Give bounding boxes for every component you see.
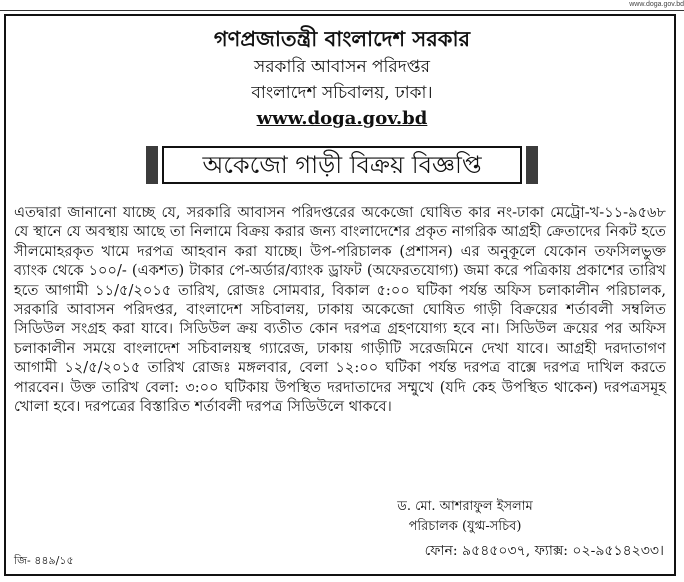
signature-block: [380, 497, 550, 537]
top-strip: www.doga.gov.bd: [0, 0, 684, 11]
government-name: গণপ্রজাতন্ত্রী বাংলাদেশ সরকার: [213, 26, 471, 51]
notice-header: [0, 24, 684, 132]
notice-body: এতদ্বারা জানানো যাচ্ছে যে, সরকারি আবাসন পরিদপ্তরের অকেজো ঘোষিত কার নং-ঢাকা মেট্রো-খ-১১-৯৫৬৮ যে স্থানে যে অবস্থায় আছে তা নিলামে বিক্রয় করার জন্য বাংলাদেশের প্রকৃত নাগরিক আগ্রহী ক্রেতাদের নিকট হতে সীলমোহরকৃত খামে দরপত্র আহবান করা যাচ্ছে। উপ-পরিচালক (প্রশাসন) এর অনুকূলে যেকোন তফসিলভুক্ত ব্যাংক থেকে ১০০/- (একশত) টাকার পে-অর্ডার/ব্যাংক ড্রাফট (অফেরতযোগ্য) জমা করে পত্রিকায় প্রকাশের তারিখ হতে আগামী ১১/৫/২০১৫ তারিখ, রোজঃ সোমবার, বিকাল ৫:০০ ঘটিকা পর্যন্ত অফিস চলাকালীন পরিচালক, সরকারি আবাসন পরিদপ্তর, বাংলাদেশ সচিবালয়, ঢাকায় অকেজো ঘোষিত গাড়ী বিক্রয়ের শর্তাবলী সম্বলিত সিডিউল সংগ্রহ করা যাবে। সিডিউল ক্রয় ব্যতীত কোন দরপত্র গ্রহণযোগ্য হবে না। সিডিউল ক্রয়ের পর অফিস চলাকালীন সময়ে বাংলাদেশ সচিবালয়স্থ গ্যারেজ, ঢাকায় গাড়ীটি সরেজমিনে দেখা যাবে। আগ্রহী দরদাতাগণ আগামী ১২/৫/২০১৫ তারিখ রোজঃ মঙ্গলবার, বেলা ১২:০০ ঘটিকা পর্যন্ত দরপত্র বাক্সে দরপত্র দাখিল করতে পারবেন। উক্ত তারিখ বেলা: ৩:০০ ঘটিকায় উপস্থিত দরদাতাদের সম্মুখে (যদি কেহ উপস্থিত থাকেন) দরপত্রসমূহ খোলা হবে। দরপত্রের বিস্তারিত শর্তাবলী দরপত্র সিডিউলে থাকবে।: [14, 204, 666, 416]
signatory-designation: পরিচালক (যুগ্ম-সচিব): [408, 519, 522, 534]
contact-info: ফোন: ৯৫৪৫০৩৭, ফ্যাক্স: ০২-৯৫১৪২৩৩।: [424, 543, 664, 559]
notice-title-banner: [146, 146, 538, 184]
reference-number: জি- ৪৪৯/১৫: [14, 554, 74, 567]
notice-title: অকেজো গাড়ী বিক্রয় বিজ্ঞপ্তি: [162, 146, 522, 184]
signatory-name: ড. মো. আশরাফুল ইসলাম: [397, 499, 533, 514]
website-link[interactable]: www.doga.gov.bd: [256, 108, 428, 129]
title-bar-left: [146, 146, 158, 184]
title-bar-right: [526, 146, 538, 184]
office-location: বাংলাদেশ সচিবালয়, ঢাকা।: [251, 83, 433, 103]
department-name: সরকারি আবাসন পরিদপ্তর: [253, 57, 431, 77]
